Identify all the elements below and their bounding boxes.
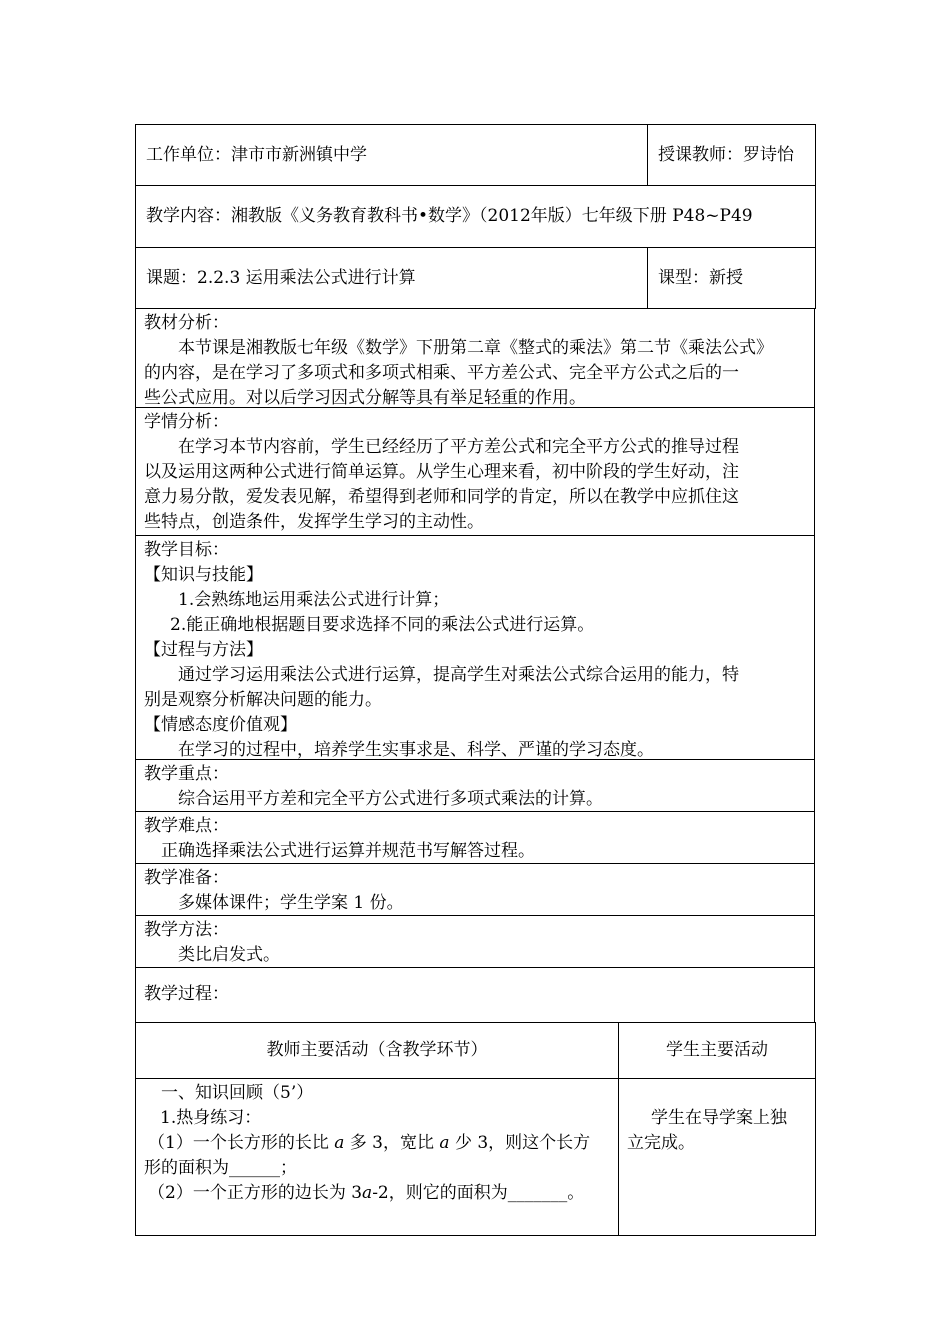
goal-item: 2.能正确地根据题目要求选择不同的乘法公式进行运算。 [170, 615, 595, 635]
paragraph-line: 些特点，创造条件，发挥学生学习的主动性。 [144, 512, 484, 532]
section-title: 教学重点： [144, 764, 229, 784]
review-title: 一、知识回顾（5’） [161, 1083, 314, 1103]
paragraph-line: 类比启发式。 [178, 945, 280, 965]
lesson-type-cell: 课型：新授 [648, 248, 816, 309]
paragraph-line: 些公式应用。对以后学习因式分解等具有举足轻重的作用。 [144, 388, 586, 408]
section-title: 教学难点： [144, 816, 229, 836]
process-heading: 【过程与方法】 [144, 640, 263, 660]
student-activity-line: 学生在导学案上独 [651, 1108, 787, 1128]
paragraph-line: 在学习本节内容前，学生已经经历了平方差公式和完全平方公式的推导过程 [178, 437, 739, 457]
difficulties-section [135, 812, 815, 864]
paragraph-line: 意力易分散，爱发表见解，希望得到老师和同学的肯定，所以在教学中应抓住这 [144, 487, 739, 507]
question-2-line: （2）一个正方形的边长为 3a-2，则它的面积为_______。 [148, 1183, 585, 1203]
answer-blank: ______ [229, 1158, 280, 1178]
teacher-activity-header: 教师主要活动（含教学环节） [136, 1023, 619, 1079]
question-1-line-2: 形的面积为______； [144, 1158, 297, 1178]
student-analysis-section [135, 408, 815, 536]
emotion-heading: 【情感态度价值观】 [144, 715, 297, 735]
student-activity-line: 立完成。 [627, 1133, 695, 1153]
key-points-section [135, 760, 815, 812]
method-section [135, 916, 815, 968]
topic-cell: 课题：2.2.3 运用乘法公式进行计算 [136, 248, 648, 309]
paragraph-line: 正确选择乘法公式进行运算并规范书写解答过程。 [161, 841, 535, 861]
paragraph-line: 别是观察分析解决问题的能力。 [144, 690, 382, 710]
material-analysis-section [135, 309, 815, 408]
section-title: 教学目标： [144, 540, 229, 560]
header-table [135, 124, 816, 309]
preparation-section [135, 864, 815, 916]
paragraph-line: 通过学习运用乘法公式进行运算，提高学生对乘法公式综合运用的能力，特 [178, 665, 739, 685]
teacher-cell: 授课教师：罗诗怡 [648, 125, 816, 186]
paragraph-line: 在学习的过程中，培养学生实事求是、科学、严谨的学习态度。 [178, 740, 654, 760]
section-title: 学情分析： [144, 412, 229, 432]
paragraph-line: 多媒体课件；学生学案 1 份。 [178, 893, 404, 913]
student-activity-cell [619, 1079, 816, 1236]
section-title: 教学准备： [144, 868, 229, 888]
paragraph-line: 以及运用这两种公式进行简单运算。从学生心理来看，初中阶段的学生好动，注 [144, 462, 739, 482]
goal-item: 1.会熟练地运用乘法公式进行计算； [178, 590, 450, 610]
student-activity-header: 学生主要活动 [619, 1023, 816, 1079]
paragraph-line: 本节课是湘教版七年级《数学》下册第二章《整式的乘法》第二节《乘法公式》 [178, 338, 773, 358]
activity-table [135, 1022, 816, 1236]
teaching-goals-section [135, 536, 815, 760]
knowledge-heading: 【知识与技能】 [144, 565, 263, 585]
paragraph-line: 综合运用平方差和完全平方公式进行多项式乘法的计算。 [178, 789, 603, 809]
paragraph-line: 的内容，是在学习了多项式和多项式相乘、平方差公式、完全平方公式之后的一 [144, 363, 739, 383]
teaching-content-cell: 教学内容：湘教版《义务教育教科书•数学》（2012年版）七年级下册 P48~P49 [136, 186, 816, 248]
answer-blank: _______ [507, 1183, 568, 1203]
process-section [135, 968, 815, 1023]
teacher-activity-cell [136, 1079, 619, 1236]
section-title: 教材分析： [144, 313, 229, 333]
section-title: 教学方法： [144, 920, 229, 940]
question-1-line: （1）一个长方形的长比 a 多 3，宽比 a 少 3，则这个长方 [148, 1133, 591, 1153]
warmup-label: 1.热身练习： [160, 1108, 262, 1128]
section-title: 教学过程： [144, 984, 229, 1004]
work-unit-cell: 工作单位：津市市新洲镇中学 [136, 125, 648, 186]
